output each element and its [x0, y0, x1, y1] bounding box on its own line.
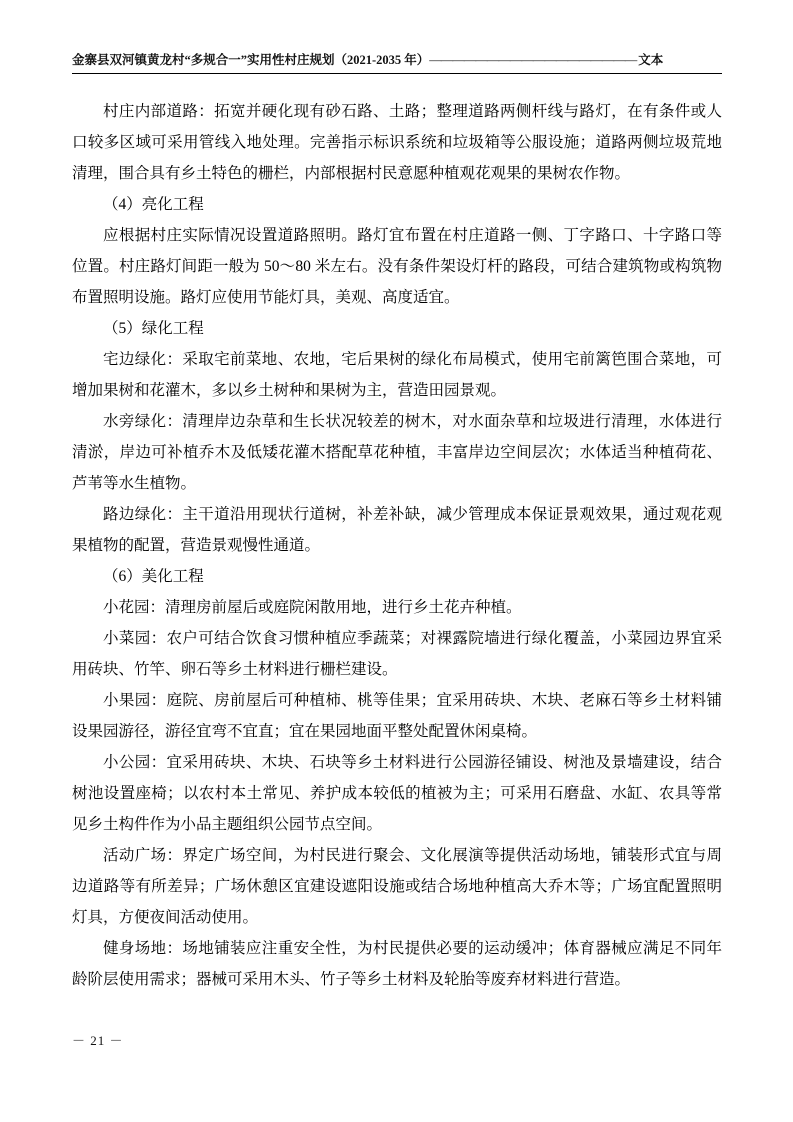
header-document-type: 文本: [638, 53, 664, 67]
page-footer: [0, 1030, 793, 1049]
paragraph: 活动广场：界定广场空间，为村民进行聚会、文化展演等提供活动场地，铺装形式宜与周边道路等有所差异；广场休憩区宜建设遮阳设施或结合场地种植高大乔木等；广场宜配置照明灯具，方便夜间活动使用。: [72, 846, 722, 926]
paragraph: （4）亮化工程: [103, 195, 204, 213]
paragraph: 水旁绿化：清理岸边杂草和生长状况较差的树木，对水面杂草和垃圾进行清理，水体进行清淤，岸边可补植乔木及低矮花灌木搭配草花种植，丰富岸边空间层次；水体适当种植荷花、芦苇等水生植物。: [72, 412, 722, 492]
page-content: [72, 52, 722, 995]
header-rule-dashes: ——————————————————: [429, 53, 637, 67]
paragraph: 路边绿化：主干道沿用现状行道树，补差补缺，减少管理成本保证景观效果，通过观花观果植物的配置，营造景观慢性通道。: [72, 505, 722, 554]
paragraph: 应根据村庄实际情况设置道路照明。路灯宜布置在村庄道路一侧、丁字路口、十字路口等位置。村庄路灯间距一般为 50～80 米左右。没有条件架设灯杆的路段，可结合建筑物或构筑物布置照明设施。路灯应使用节能灯具，美观、高度适宜。: [72, 226, 722, 306]
paragraph: 小公园：宜采用砖块、木块、石块等乡土材料进行公园游径铺设、树池及景墙建设，结合树池设置座椅；以农村本土常见、养护成本较低的植被为主；可采用石磨盘、水缸、农具等常见乡土构件作为小品主题组织公园节点空间。: [72, 753, 722, 833]
page-header: [72, 52, 722, 70]
paragraph: （6）美化工程: [103, 567, 204, 585]
paragraph: （5）绿化工程: [103, 319, 204, 337]
paragraph: 小花园：清理房前屋后或庭院闲散用地，进行乡土花卉种植。: [103, 598, 522, 616]
document-body: [72, 96, 722, 995]
paragraph: 宅边绿化：采取宅前菜地、农地，宅后果树的绿化布局模式，使用宅前篱笆围合菜地，可增加果树和花灌木，多以乡土树种和果树为主，营造田园景观。: [72, 350, 722, 399]
paragraph: 小果园：庭院、房前屋后可种植柿、桃等佳果；宜采用砖块、木块、老麻石等乡土材料铺设果园游径，游径宜弯不宜直；宜在果园地面平整处配置休闲桌椅。: [72, 691, 722, 740]
paragraph: 村庄内部道路：拓宽并硬化现有砂石路、土路；整理道路两侧杆线与路灯，在有条件或人口较多区域可采用管线入地处理。完善指示标识系统和垃圾箱等公服设施；道路两侧垃圾荒地清理，围合具有乡土特色的栅栏，内部根据村民意愿种植观花观果的果树农作物。: [72, 102, 722, 182]
page-number: － 21 －: [72, 1033, 124, 1048]
header-title: 金寨县双河镇黄龙村“多规合一”实用性村庄规划（2021-2035 年）: [72, 53, 430, 67]
paragraph: 健身场地：场地铺装应注重安全性，为村民提供必要的运动缓冲；体育器械应满足不同年龄阶层使用需求；器械可采用木头、竹子等乡土材料及轮胎等废弃材料进行营造。: [72, 939, 722, 988]
header-divider: [72, 73, 722, 74]
paragraph: 小菜园：农户可结合饮食习惯种植应季蔬菜；对裸露院墙进行绿化覆盖，小菜园边界宜采用砖块、竹竿、卵石等乡土材料进行栅栏建设。: [72, 629, 722, 678]
